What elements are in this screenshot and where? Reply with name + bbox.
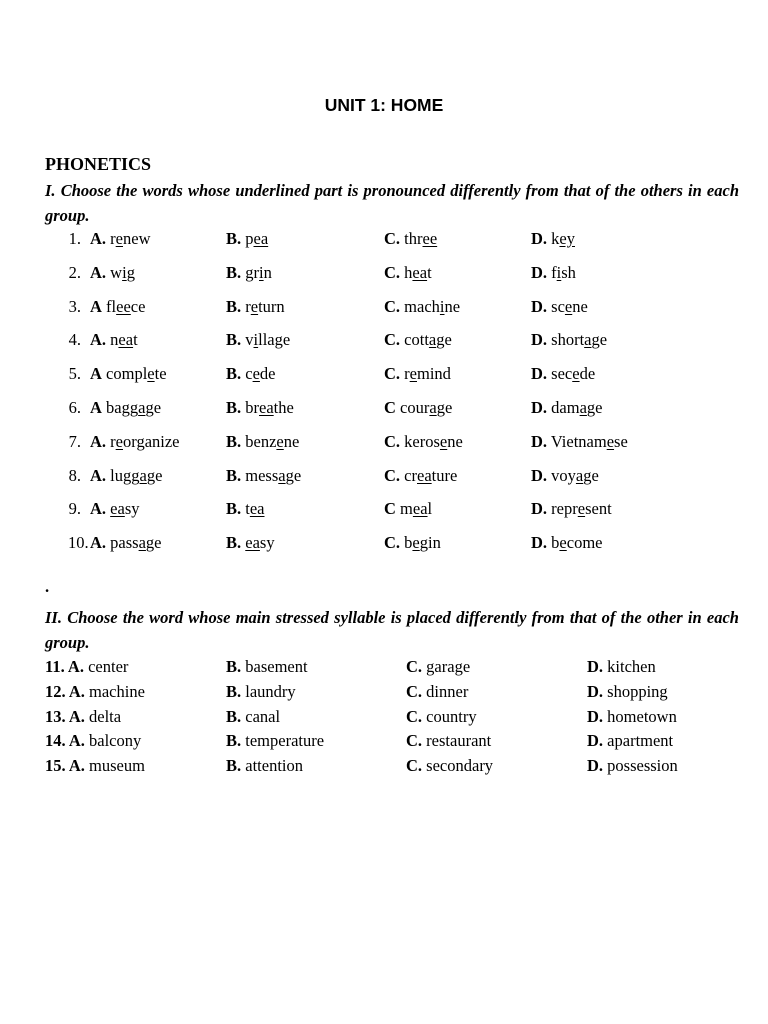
question-number: 14. A. <box>45 731 85 751</box>
answer-option <box>406 657 470 677</box>
answer-option <box>226 756 303 776</box>
option-letter: C. <box>384 262 401 282</box>
word-prefix: b <box>404 533 413 553</box>
answer-option <box>406 682 468 702</box>
question-number: 5. <box>68 364 81 384</box>
answer-option <box>226 682 296 702</box>
word-suffix: turn <box>258 296 285 316</box>
option-letter: B. <box>226 431 242 451</box>
answer-option <box>90 297 145 317</box>
option-word: apartment <box>607 731 674 751</box>
word-suffix: ne <box>572 296 588 316</box>
option-word: attention <box>245 756 303 776</box>
answer-option <box>226 297 285 317</box>
question-row <box>0 432 768 466</box>
answer-option <box>226 466 301 486</box>
answer-option <box>226 731 324 751</box>
option-letter: D. <box>531 330 548 350</box>
option-letter: D. <box>531 397 548 417</box>
underlined-part: e <box>250 296 259 316</box>
answer-option <box>531 432 628 452</box>
word-prefix: compl <box>106 364 148 384</box>
option-word: delta <box>89 706 122 726</box>
word-suffix: ne <box>283 431 300 451</box>
word-suffix: organize <box>123 431 180 451</box>
option-word: dinner <box>426 681 469 701</box>
underlined-part: ea <box>245 533 260 553</box>
word-prefix: w <box>110 262 123 282</box>
word-prefix: lugg <box>110 465 140 485</box>
word-suffix: ge <box>145 533 162 553</box>
underlined-part: a <box>429 397 437 417</box>
question-number: 15. A. <box>45 756 85 776</box>
answer-option <box>531 229 575 249</box>
option-letter: B. <box>226 397 242 417</box>
answer-option <box>90 398 161 418</box>
option-letter: D. <box>587 706 604 726</box>
word-suffix: sent <box>585 499 612 519</box>
underlined-part: i <box>259 262 264 282</box>
option-word: center <box>88 657 129 676</box>
option-word: hometown <box>607 706 677 726</box>
question-number: 4. <box>68 330 81 350</box>
option-word: temperature <box>245 731 325 751</box>
question-number: 10. <box>68 533 89 553</box>
option-letter: B. <box>226 731 242 751</box>
word-suffix: ge <box>146 465 163 485</box>
answer-option <box>45 731 141 751</box>
word-prefix: p <box>245 229 254 248</box>
answer-option <box>90 263 135 283</box>
answer-option <box>90 432 180 452</box>
underlined-part: e <box>577 499 586 519</box>
word-prefix: n <box>110 330 119 350</box>
word-prefix: cott <box>404 330 429 350</box>
word-suffix: the <box>273 397 294 417</box>
page-title: UNIT 1: HOME <box>324 95 444 115</box>
question-row <box>0 756 768 781</box>
question-row <box>0 466 768 500</box>
word-prefix: v <box>245 330 254 350</box>
answer-option <box>384 297 460 317</box>
option-letter: C. <box>384 364 401 384</box>
answer-option <box>45 657 128 677</box>
question-number: 13. A. <box>45 706 85 726</box>
option-letter: B. <box>226 364 242 384</box>
word-prefix: cour <box>400 397 430 417</box>
underlined-part: e <box>606 431 615 451</box>
option-letter: D. <box>531 296 548 316</box>
option-word: canal <box>245 706 281 726</box>
option-letter: B. <box>226 262 242 282</box>
question-number: 2. <box>68 262 81 282</box>
word-prefix: c <box>245 364 253 384</box>
answer-option <box>226 707 280 727</box>
option-letter: D. <box>531 499 548 519</box>
question-number: 6. <box>68 397 81 417</box>
option-letter: B. <box>226 756 242 776</box>
answer-option <box>90 330 138 350</box>
option-letter: A. <box>90 431 107 451</box>
word-prefix: r <box>110 229 116 248</box>
option-letter: D. <box>531 465 548 485</box>
underlined-part: ea <box>412 499 428 519</box>
word-prefix: cr <box>404 465 417 485</box>
word-prefix: keros <box>404 431 440 451</box>
option-letter: D. <box>531 229 548 248</box>
answer-option <box>531 466 599 486</box>
option-letter: C. <box>406 681 423 701</box>
option-letter: B. <box>226 465 242 485</box>
question-number: 9. <box>68 499 81 519</box>
word-prefix: gr <box>245 262 260 282</box>
underlined-part: i <box>556 262 562 282</box>
option-letter: B. <box>226 330 242 350</box>
answer-option <box>45 756 145 776</box>
underlined-part: a <box>579 397 587 417</box>
option-word: kitchen <box>607 657 656 676</box>
part2-instruction: II. Choose the word whose main stressed syllable is placed differently from that of the other in each group. <box>45 608 739 652</box>
word-prefix: b <box>551 533 560 553</box>
option-letter: D. <box>587 731 604 751</box>
option-letter: D. <box>531 262 548 282</box>
word-suffix: ge <box>583 465 599 485</box>
answer-option <box>531 297 588 317</box>
question-row <box>0 707 768 732</box>
underlined-part: ea <box>253 229 269 248</box>
word-prefix: short <box>551 330 585 350</box>
answer-option <box>226 432 299 452</box>
answer-option <box>406 731 491 751</box>
answer-option <box>587 707 677 727</box>
answer-option <box>226 364 276 384</box>
option-letter: A. <box>90 262 107 282</box>
underlined-part: a <box>139 465 147 485</box>
question-row <box>0 398 768 432</box>
option-letter: B. <box>226 533 242 553</box>
answer-option <box>531 263 576 283</box>
word-suffix: come <box>566 533 603 553</box>
underlined-part: ea <box>259 397 274 417</box>
option-letter: D. <box>531 364 548 384</box>
option-letter: B. <box>226 657 242 676</box>
answer-option <box>587 682 668 702</box>
word-suffix: ge <box>591 330 608 350</box>
underlined-part: ee <box>422 229 438 248</box>
option-letter: D. <box>531 431 548 451</box>
word-suffix: ce <box>130 296 146 316</box>
word-prefix: r <box>110 431 116 451</box>
option-letter: A. <box>90 229 107 248</box>
underlined-part: a <box>138 533 146 553</box>
answer-option <box>406 707 477 727</box>
word-suffix: te <box>154 364 167 384</box>
question-number: 7. <box>68 431 81 451</box>
underlined-part: e <box>439 431 448 451</box>
option-letter: C <box>384 499 396 519</box>
word-prefix: thr <box>404 229 423 248</box>
word-prefix: Vietnam <box>550 431 607 451</box>
underlined-part: e <box>572 364 580 384</box>
answer-option <box>384 263 432 283</box>
underlined-part: e <box>409 364 417 384</box>
word-suffix: de <box>579 364 596 384</box>
word-suffix: ge <box>436 397 453 417</box>
underlined-part: ea <box>249 499 265 519</box>
answer-option <box>384 466 457 486</box>
word-prefix: r <box>404 364 410 384</box>
answer-option <box>384 398 452 418</box>
underlined-part: e <box>276 431 284 451</box>
word-prefix: dam <box>551 397 580 417</box>
word-suffix: se <box>614 431 628 451</box>
word-prefix: r <box>245 296 251 316</box>
option-letter: C. <box>384 465 401 485</box>
underlined-part: ey <box>559 229 575 248</box>
question-row <box>0 297 768 331</box>
word-prefix: t <box>245 499 250 519</box>
word-suffix: new <box>123 229 151 248</box>
underlined-part: a <box>575 465 584 485</box>
word-suffix: ne <box>447 431 463 451</box>
word-suffix: de <box>259 364 276 384</box>
word-prefix: fl <box>106 296 117 316</box>
option-letter: C. <box>406 657 423 676</box>
question-row <box>0 229 768 263</box>
option-letter: D. <box>587 681 604 701</box>
option-letter: A <box>90 397 102 417</box>
underlined-part: ee <box>116 296 131 316</box>
word-suffix: n <box>263 262 272 282</box>
option-letter: C. <box>406 731 423 751</box>
answer-option <box>45 682 145 702</box>
option-word: laundry <box>245 681 296 701</box>
word-suffix: sy <box>124 499 140 519</box>
word-prefix: m <box>400 499 413 519</box>
question-number: 11. A. <box>45 657 84 676</box>
question-row <box>0 330 768 364</box>
underlined-part: e <box>252 364 260 384</box>
option-letter: B. <box>226 681 242 701</box>
underlined-part: a <box>278 465 286 485</box>
answer-option <box>531 330 607 350</box>
option-word: possession <box>607 756 678 776</box>
answer-option <box>587 731 673 751</box>
question-row <box>0 263 768 297</box>
answer-option <box>384 364 451 384</box>
word-suffix: sy <box>259 533 275 553</box>
option-letter: A. <box>90 499 107 519</box>
option-letter: C. <box>384 229 401 248</box>
word-prefix: f <box>551 262 557 282</box>
underlined-part: e <box>115 431 123 451</box>
option-letter: A. <box>90 330 107 350</box>
word-suffix: ne <box>444 296 461 316</box>
answer-option <box>384 432 463 452</box>
answer-option <box>406 756 493 776</box>
option-letter: A. <box>90 465 107 485</box>
question-row <box>0 657 768 682</box>
option-letter: D. <box>587 657 604 676</box>
option-letter: A. <box>90 533 107 553</box>
part1-instruction: I. Choose the words whose underlined part is pronounced differently from that of the others in each group. <box>45 181 739 225</box>
word-suffix: llage <box>258 330 291 350</box>
underlined-part: i <box>439 296 445 316</box>
answer-option <box>531 364 595 384</box>
option-letter: A <box>90 296 102 316</box>
answer-option <box>226 330 290 350</box>
word-suffix: ge <box>285 465 302 485</box>
answer-option <box>90 499 140 519</box>
option-letter: B. <box>226 296 242 316</box>
option-letter: B. <box>226 499 242 519</box>
word-prefix: br <box>245 397 260 417</box>
option-letter: C. <box>406 706 423 726</box>
question-number: 3. <box>68 296 81 316</box>
answer-option <box>384 229 437 249</box>
word-suffix: ture <box>431 465 458 485</box>
answer-option <box>90 466 162 486</box>
answer-option <box>226 657 308 677</box>
underlined-part: e <box>147 364 155 384</box>
word-prefix: benz <box>245 431 277 451</box>
answer-option <box>384 533 441 553</box>
part1-question-list <box>0 229 768 567</box>
underlined-part: ea <box>412 262 428 282</box>
underlined-part: a <box>428 330 437 350</box>
underlined-part: ea <box>417 465 432 485</box>
option-letter: C. <box>406 756 423 776</box>
word-suffix: gin <box>419 533 441 553</box>
option-letter: A <box>90 364 102 384</box>
answer-option <box>384 330 452 350</box>
option-letter: C. <box>384 533 401 553</box>
answer-option <box>226 229 268 249</box>
part2-question-list <box>0 657 768 781</box>
option-word: garage <box>426 657 471 676</box>
option-word: restaurant <box>426 731 492 751</box>
word-suffix: ge <box>586 397 603 417</box>
answer-option <box>226 499 265 519</box>
underlined-part: e <box>412 533 420 553</box>
underlined-part: i <box>253 330 259 350</box>
underlined-part: ea <box>110 499 125 519</box>
option-letter: D. <box>531 533 548 553</box>
option-letter: C. <box>384 431 401 451</box>
word-prefix: sec <box>551 364 573 384</box>
question-row <box>0 731 768 756</box>
answer-option <box>90 364 167 384</box>
answer-option <box>531 533 602 553</box>
question-row <box>0 682 768 707</box>
underlined-part: a <box>584 330 592 350</box>
word-prefix: voy <box>551 465 576 485</box>
answer-option <box>587 756 678 776</box>
option-word: country <box>426 706 477 726</box>
word-prefix: pass <box>110 533 139 553</box>
answer-option <box>45 707 121 727</box>
option-letter: C. <box>384 330 401 350</box>
option-word: secondary <box>426 756 494 776</box>
word-suffix: mind <box>417 364 451 384</box>
option-word: basement <box>245 657 308 676</box>
underlined-part: e <box>559 533 567 553</box>
word-prefix: repr <box>551 499 578 519</box>
word-suffix: t <box>427 262 432 282</box>
answer-option <box>226 263 272 283</box>
option-letter: B. <box>226 229 242 248</box>
option-word: balcony <box>89 731 142 751</box>
option-word: shopping <box>607 681 668 701</box>
answer-option <box>90 229 151 249</box>
question-row <box>0 499 768 533</box>
answer-option <box>226 533 275 553</box>
word-prefix: bagg <box>106 397 139 417</box>
option-letter: D. <box>587 756 604 776</box>
option-letter: B. <box>226 706 242 726</box>
question-number: 8. <box>68 465 81 485</box>
section-heading: PHONETICS <box>45 154 152 174</box>
word-prefix: h <box>404 262 413 282</box>
underlined-part: e <box>564 296 573 316</box>
question-row <box>0 364 768 398</box>
separator-dot: . <box>45 577 50 596</box>
option-word: museum <box>89 756 145 776</box>
word-suffix: l <box>427 499 433 519</box>
word-prefix: sc <box>551 296 565 316</box>
word-suffix: g <box>126 262 135 282</box>
word-suffix: ge <box>436 330 452 350</box>
question-number: 1. <box>68 229 81 248</box>
answer-option <box>90 533 162 553</box>
question-number: 12. A. <box>45 681 85 701</box>
underlined-part: ea <box>118 330 134 350</box>
word-suffix: t <box>133 330 138 350</box>
word-prefix: k <box>551 229 560 248</box>
word-prefix: mess <box>245 465 279 485</box>
answer-option <box>531 499 612 519</box>
option-word: machine <box>89 681 145 701</box>
option-letter: C <box>384 397 396 417</box>
word-suffix: ge <box>145 397 162 417</box>
answer-option <box>531 398 603 418</box>
answer-option <box>226 398 294 418</box>
option-letter: C. <box>384 296 401 316</box>
underlined-part: e <box>115 229 123 248</box>
question-row <box>0 533 768 567</box>
word-prefix: mach <box>404 296 440 316</box>
underlined-part: a <box>138 397 146 417</box>
word-suffix: sh <box>561 262 576 282</box>
answer-option <box>384 499 432 519</box>
underlined-part: i <box>122 262 127 282</box>
answer-option <box>587 657 656 677</box>
